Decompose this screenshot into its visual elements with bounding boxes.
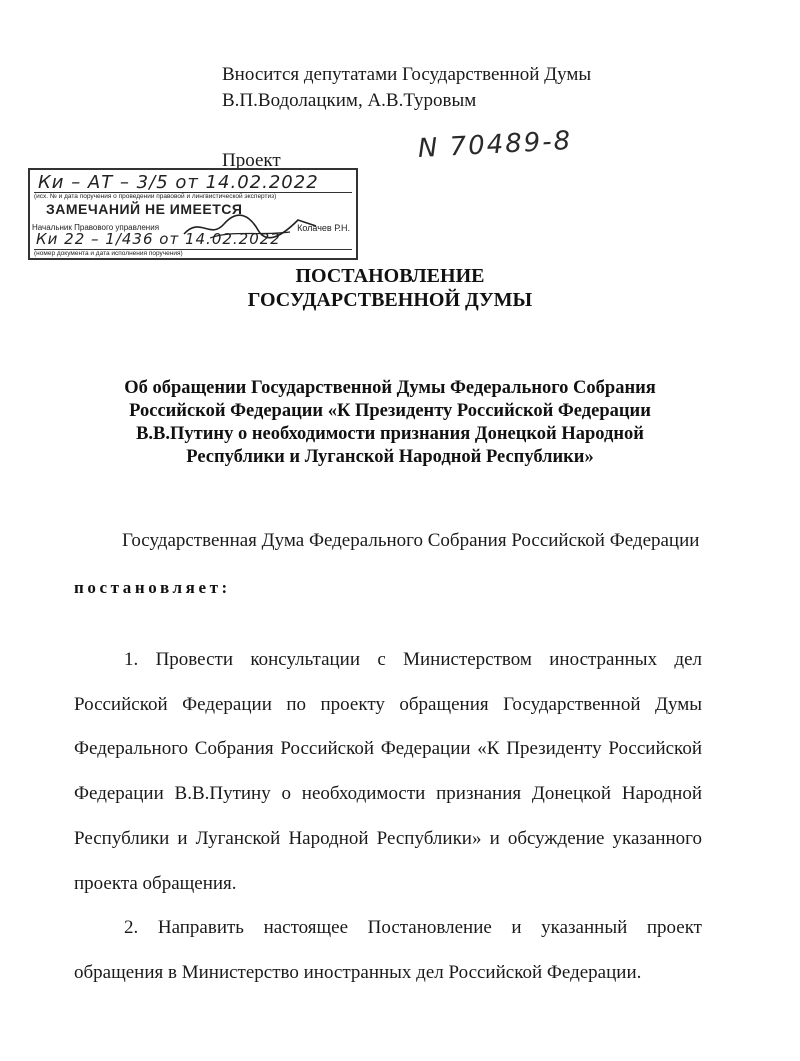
legal-review-stamp: [28, 168, 358, 260]
stamp-handwritten-top: Ки – АТ – 3/5 от 14.02.2022: [38, 172, 319, 193]
resolves-word: постановляет:: [74, 578, 231, 597]
heading-line-2: ГОСУДАРСТВЕННОЙ ДУМЫ: [247, 289, 533, 311]
heading-line-1: ПОСТАНОВЛЕНИЕ: [295, 265, 485, 287]
subject-line-1: Об обращении Государственной Думы Федерального Собрания: [124, 378, 656, 398]
document-subject: [60, 377, 720, 469]
stamp-title: ЗАМЕЧАНИЙ НЕ ИМЕЕТСЯ: [46, 201, 243, 217]
introduced-by: [222, 62, 591, 114]
resolution-items: [74, 638, 702, 996]
introduced-line-2: В.П.Водолацким, А.В.Туровым: [222, 90, 477, 111]
subject-line-2: Российской Федерации «К Президенту Российской Федерации: [129, 401, 651, 421]
resolution-item-2: 2. Направить настоящее Постановление и указанный проект обращения в Министерство иностранных дел Российской Федерации.: [74, 917, 702, 983]
stamp-caption-bottom: (номер документа и дата исполнения поручения): [34, 249, 352, 257]
stamp-head-label: Начальник Правового управления: [32, 223, 160, 232]
handwritten-registration-number: N 70489-8: [417, 125, 573, 164]
introduced-line-1: Вносится депутатами Государственной Думы: [222, 64, 592, 85]
subject-line-4: Республики и Луганской Народной Республики»: [186, 447, 594, 467]
preamble: Государственная Дума Федерального Собрания Российской Федерации: [122, 530, 700, 551]
subject-line-3: В.В.Путину о необходимости признания Донецкой Народной: [136, 424, 644, 444]
document-heading: [0, 264, 780, 312]
stamp-person: Колачев Р.Н.: [297, 223, 350, 233]
project-label: Проект: [222, 150, 281, 171]
stamp-handwritten-bottom: Ки 22 – 1/436 от 14.02.2022: [36, 230, 281, 248]
stamp-caption-top: (исх. № и дата поручения о проведении правовой и лингвистической экспертиз): [34, 192, 352, 200]
resolution-item-1: 1. Провести консультации с Министерством иностранных дел Российской Федерации по проекту обращения Государственной Думы Федерального Собрания Российской Федерации «К Президенту Российской Федерации В.В.Путину о необходимости признания Донецкой Народной Республики и Луганской Народной Республики» и обсуждение указанного проекта обращения.: [74, 649, 702, 894]
